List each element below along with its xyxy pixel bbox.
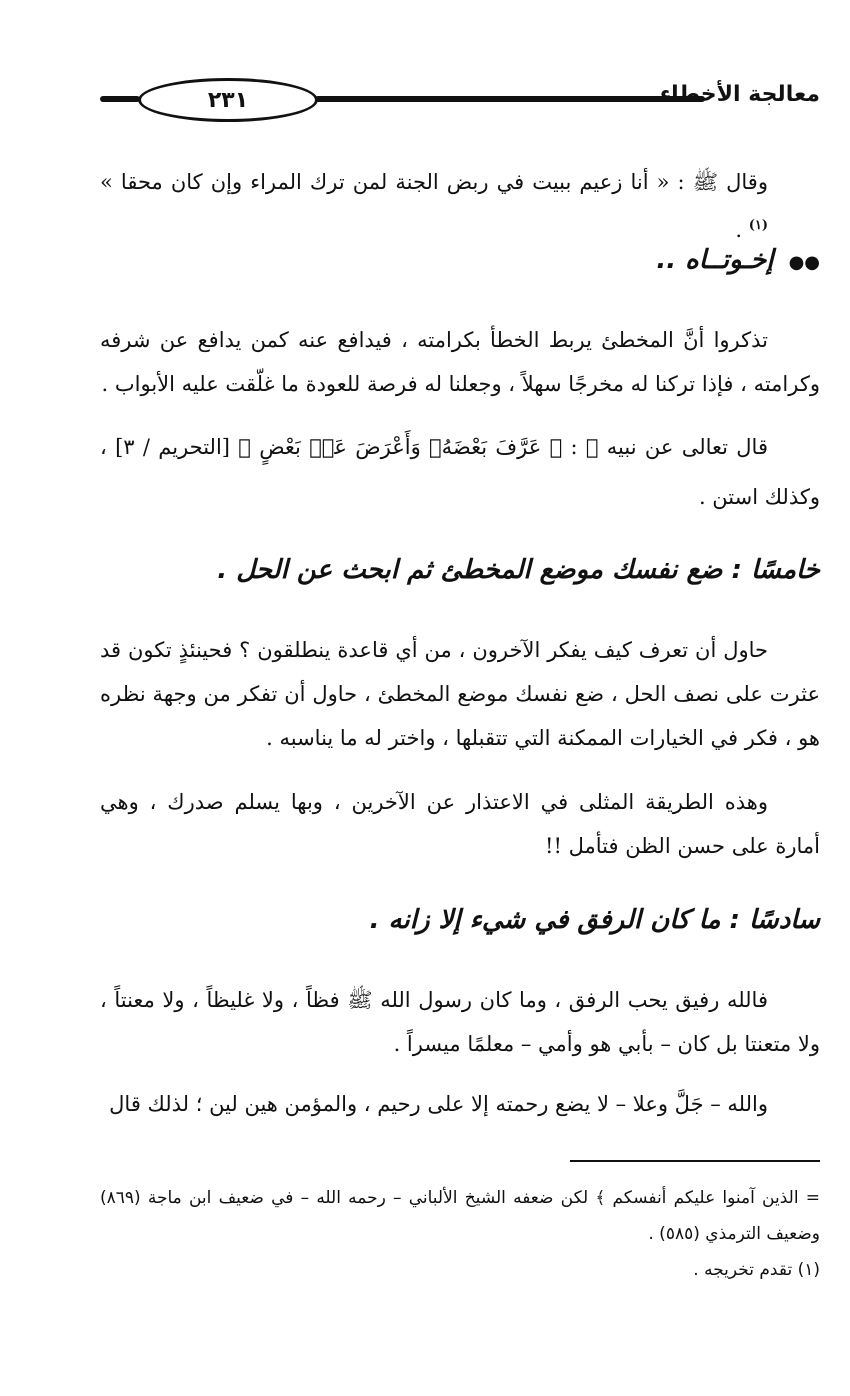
header-rule-right (315, 96, 705, 102)
paragraph-3-text: قال تعالى عن نبيه ﷺ : ﴿ عَرَّفَ بَعْضَهُۥ وَأَعْرَضَ عَنۢ بَعْضٍ ﴾ [التحريم / ٣] ، وكذلك استن . (100, 435, 820, 509)
paragraph-6 (100, 978, 820, 1066)
footnotes (100, 1180, 820, 1288)
paragraph-5 (100, 780, 820, 868)
paragraph-3 (100, 422, 820, 522)
paragraph-4 (100, 628, 820, 760)
paragraph-4-text: حاول أن تعرف كيف يفكر الآخرون ، من أي قاعدة ينطلقون ؟ فحينئذٍ تكون قد عثرت على نصف الحل ، ضع نفسك موضع المخطئ ، حاول أن تفكر من وجهة نظره هو ، فكر في الخيارات الممكنة التي تتقبلها ، واختر له ما يناسبه . (100, 638, 820, 750)
paragraph-2 (100, 318, 820, 406)
heading-fifth-text: خامسًا : ضع نفسك موضع المخطئ ثم ابحث عن الحل . (217, 555, 820, 585)
footnote-separator (570, 1160, 820, 1162)
footnote-1: (١) تقدم تخريجه . (693, 1260, 820, 1280)
section-heading-sixth (100, 905, 820, 935)
paragraph-1-text: وقال ﷺ : « أنا زعيم ببيت في ربض الجنة لمن ترك المراء وإن كان محقا » (100, 170, 768, 194)
heading-brothers-text: إخـوتــاه .. (656, 245, 774, 275)
running-title: معالجة الأخطاء (659, 82, 820, 107)
footnote-continuation: = الذين آمنوا عليكم أنفسكم ﴾ لكن ضعفه الشيخ الألباني – رحمه الله – في ضعيف ابن ماجة (٨٦٩) وضعيف الترمذي (٥٨٥) . (100, 1188, 820, 1244)
paragraph-1 (100, 160, 820, 252)
bullet-marks: ●● (788, 252, 820, 273)
page-header (100, 70, 820, 130)
heading-sixth-text: سادسًا : ما كان الرفق في شيء إلا زانه . (369, 905, 820, 935)
header-rule-left (100, 96, 140, 102)
footnote-ref-1: (١) (748, 218, 768, 233)
paragraph-7 (100, 1082, 820, 1126)
paragraph-5-text: وهذه الطريقة المثلى في الاعتذار عن الآخرين ، وبها يسلم صدرك ، وهي أمارة على حسن الظن فتأمل !! (100, 790, 820, 858)
section-heading-fifth (100, 555, 820, 585)
paragraph-7-text: والله – جَلَّ وعلا – لا يضع رحمته إلا على رحيم ، والمؤمن هين لين ؛ لذلك قال (109, 1092, 768, 1116)
paragraph-2-text: تذكروا أنَّ المخطئ يربط الخطأ بكرامته ، فيدافع عنه كمن يدافع عن شرفه وكرامته ، فإذا تركنا له مخرجًا سهلاً ، وجعلنا له فرصة للعودة ما غلّقت عليه الأبواب . (100, 328, 820, 396)
page-number: ٢٣١ (138, 78, 318, 122)
paragraph-1-end: . (735, 218, 743, 242)
section-heading-brothers (100, 245, 820, 275)
paragraph-6-text: فالله رفيق يحب الرفق ، وما كان رسول الله ﷺ فظاً ، ولا غليظاً ، ولا معنتاً ، ولا متعنتا بل كان – بأبي هو وأمي – معلمًا ميسراً . (100, 988, 820, 1056)
